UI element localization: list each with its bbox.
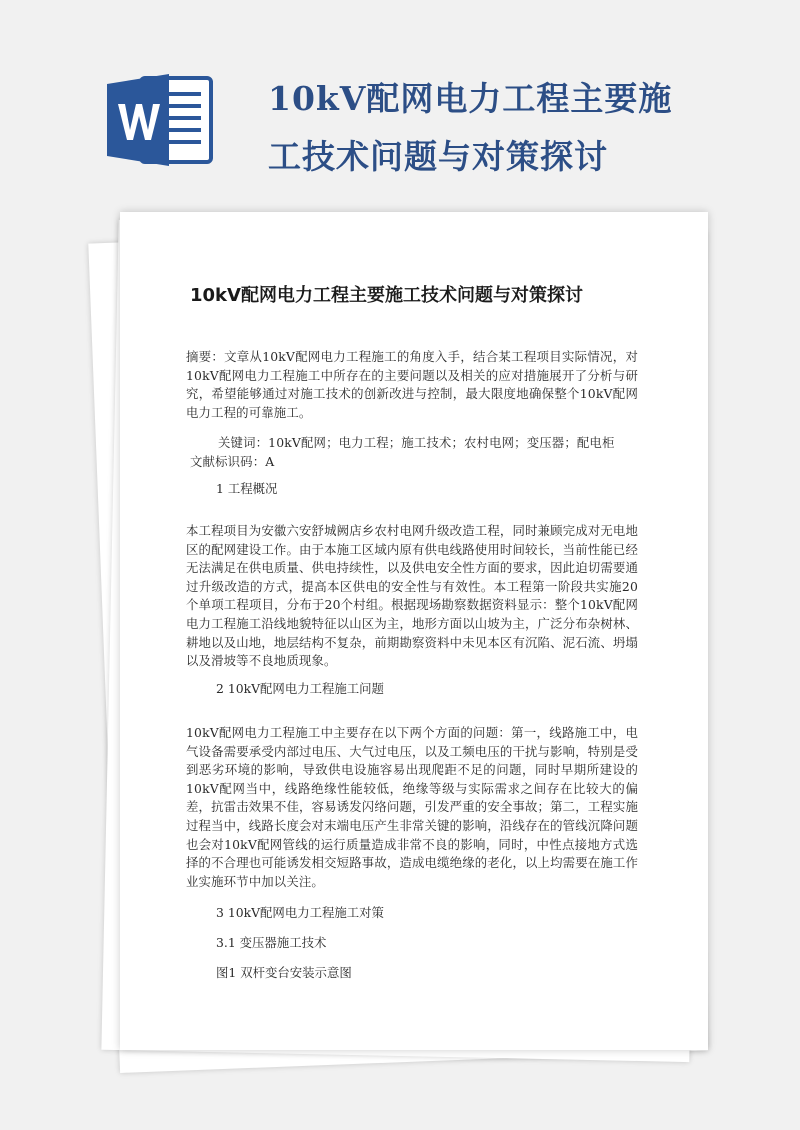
document-title: 10kV配网电力工程主要施工技术问题与对策探讨: [190, 285, 583, 306]
header: [0, 0, 800, 200]
figure-caption: 图1 双杆变台安装示意图: [216, 965, 352, 980]
section3-heading: 3 10kV配网电力工程施工对策: [216, 905, 384, 920]
abstract-paragraph: 摘要：文章从10kV配网电力工程施工的角度入手，结合某工程项目实际情况，对10kV配网电力工程施工中所存在的主要问题以及相关的应对措施展开了分析与研究，希望能够通过对施工技术的创新改进与控制，最大限度地确保整个10kV配网电力工程的可靠施工。: [186, 349, 638, 420]
header-title-line2: 工技术问题与对策探讨: [268, 137, 608, 176]
word-document-icon: [107, 72, 217, 168]
section3-1-heading: 3.1 变压器施工技术: [216, 935, 327, 950]
keywords-block: [190, 434, 642, 471]
header-title-line1: 10kV配网电力工程主要施: [268, 79, 673, 118]
keywords-line: 关键词：10kV配网；电力工程；施工技术；农村电网；变压器；配电柜: [218, 435, 615, 450]
section2-paragraph: 10kV配网电力工程施工中主要存在以下两个方面的问题：第一，线路施工中，电气设备需要承受内部过电压、大气过电压，以及工频电压的干扰与影响，特别是受到恶劣环境的影响，导致供电设施容易出现爬距不足的问题，同时早期所建设的10kV配网当中，线路绝缘性能较低，绝缘等级与实际需求之间存在比较大的偏差，抗雷击效果不佳，容易诱发闪络问题，引发严重的安全事故；第二，工程实施过程当中，线路长度会对末端电压产生非常关键的影响，沿线存在的管线沉降问题也会对10kV配网管线的运行质量造成非常不良的影响，同时，中性点接地方式选择的不合理也可能诱发相交短路事故，造成电缆绝缘的老化，以上均需要在施工作业实施环节中加以关注。: [186, 725, 638, 889]
document-code-line: 文献标识码：A: [190, 453, 275, 469]
document-page: [120, 212, 708, 1050]
section1-heading: 1 工程概况: [216, 481, 278, 496]
header-title: [268, 70, 768, 186]
section1-paragraph: 本工程项目为安徽六安舒城阙店乡农村电网升级改造工程，同时兼顾完成对无电地区的配网建设工作。由于本施工区域内原有供电线路使用时间较长，当前性能已经无法满足在供电质量、供电持续性，以及供电安全性方面的要求，因此迫切需要通过升级改造的方式，提高本区供电的安全性与有效性。本工程第一阶段共实施20个单项工程项目，分布于20个村组。根据现场勘察数据资料显示：整个10kV配网电力工程施工沿线地貌特征以山区为主，地形方面以山坡为主，广泛分布杂树林、耕地以及山地，地层结构不复杂，前期勘察资料中未见本区有沉陷、泥石流、坍塌以及滑坡等不良地质现象。: [186, 523, 638, 669]
section2-heading: 2 10kV配网电力工程施工问题: [216, 681, 384, 696]
